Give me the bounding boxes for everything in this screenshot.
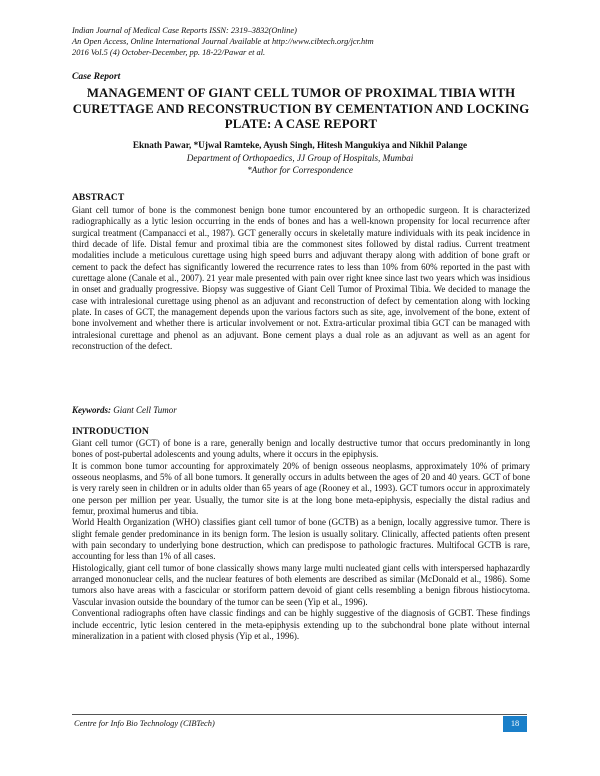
keywords	[72, 405, 177, 415]
introduction-body	[72, 438, 530, 642]
abstract-heading: ABSTRACT	[72, 192, 125, 203]
article-type: Case Report	[72, 71, 121, 82]
introduction-heading: INTRODUCTION	[72, 426, 149, 437]
keywords-label: Keywords:	[72, 405, 111, 415]
correspondence-note: *Author for Correspondence	[247, 165, 353, 175]
journal-issn-line: Indian Journal of Medical Case Reports ISSN: 2319–3832(Online)	[72, 26, 297, 35]
journal-volume-line: 2016 Vol.5 (4) October-December, pp. 18-22/Pawar et al.	[72, 48, 266, 57]
footer-publisher: Centre for Info Bio Technology (CIBTech)	[74, 719, 215, 728]
intro-paragraph: Giant cell tumor (GCT) of bone is a rare, generally benign and locally destructive tumor that occurs predominantly in long bones of post-pubertal adolescents and young adults, where it occurs in the epiphysis.	[72, 438, 530, 460]
author-list: Eknath Pawar, *Ujwal Ramteke, Ayush Singh, Hitesh Mangukiya and Nikhil Palange	[132, 140, 468, 150]
intro-paragraph: Histologically, giant cell tumor of bone classically shows many large multi nucleated giant cells with interspersed haphazardly arranged mononuclear cells, and the nuclear features of both elements are described as similar (McDonald et al., 1986). Some tumors also have areas with a fascicular or storiform pattern devoid of giant cells resembling a benign fibrous histiocytoma. Vascular invasion outside the boundary of the tumor can be seen (Yip et al., 1996).	[72, 562, 530, 607]
intro-paragraph: Conventional radiographs often have classic findings and can be highly suggestive of the diagnosis of GCBT. These findings include eccentric, lytic lesion centered in the meta-epiphysis extending up to the subchondral bone plate without internal mineralization in a patient with closed physis (Yip et al., 1996).	[72, 608, 530, 641]
keywords-value: Giant Cell Tumor	[113, 405, 177, 415]
abstract-body	[72, 205, 530, 352]
intro-paragraph: It is common bone tumor accounting for approximately 20% of benign osseous neoplasms, approximately 10% of primary osseous neoplasms, and 5% of all bone tumors. It generally occurs in adults between the ages of 20 and 40 years. GCT of bone is very rarely seen in children or in adults older than 65 years of age (Rooney et al., 1993). GCT tumors occur in approximately one person per million per year. Usually, the tumor site is at the long bone meta-epiphysis, especially the distal radius and femur, proximal humerus and tibia.	[72, 460, 530, 517]
page-footer	[72, 714, 527, 732]
journal-url-line: An Open Access, Online International Journal Available at http://www.cibtech.org/jcr.htm	[72, 37, 374, 46]
journal-header	[72, 25, 542, 58]
page-number: 18	[503, 716, 527, 732]
abstract-text: Giant cell tumor of bone is the commonest benign bone tumor encountered by an orthopedic surgeon. It is characterized radiographically as a lytic lesion occurring in the ends of bones and has a well-known propensity for local recurrence after surgical treatment (Campanacci et al., 1987). GCT generally occurs in skeletally mature individuals with its peak incidence in third decade of life. Distal femur and proximal tibia are the commonest sites followed by distal radius. Current treatment modalities include a meticulous curettage using high speed burrs and adjuvant therapy along with addition of bone graft or cement to pack the defect has significantly lowered the recurrence rates to less than 10% from 60% reported in the past with curettage alone (Canale et al., 2007). 21 year male presented with pain over right knee since last two years which was insidious in onset and gradually progressive. Biopsy was suggestive of Giant Cell Tumor of Proximal Tibia. We decided to manage the case with intralesional curettage using phenol as an adjuvant and reconstruction of defect by cementation along with locking plate. In cases of GCT, the management depends upon the various factors such as site, age, involvement of the bone, extent of bone involvement and whether there is articular involvement or not. Extra-articular proximal tibia GCT can be managed with intralesional curettage and phenol as an adjuvant. Bone cement plays a dual role as an adjuvant as well as an agent for reconstruction of the defect.	[72, 205, 530, 352]
intro-paragraph: World Health Organization (WHO) classifies giant cell tumor of bone (GCTB) as a benign, locally aggressive tumor. There is slight female gender predominance in its benign form. The lesion is usually solitary. Clinically, affected patients often present with pain secondary to underlying bone destruction, which can predispose to pathologic fractures. Multifocal GCTB is rare, accounting for less than 1% of all cases.	[72, 517, 530, 562]
paper-title: MANAGEMENT OF GIANT CELL TUMOR OF PROXIMAL TIBIA WITH CURETTAGE AND RECONSTRUCTION BY CEMENTATION AND LOCKING PLATE: A CASE REPORT	[72, 86, 530, 132]
affiliation: Department of Orthopaedics, JJ Group of Hospitals, Mumbai	[186, 153, 414, 163]
